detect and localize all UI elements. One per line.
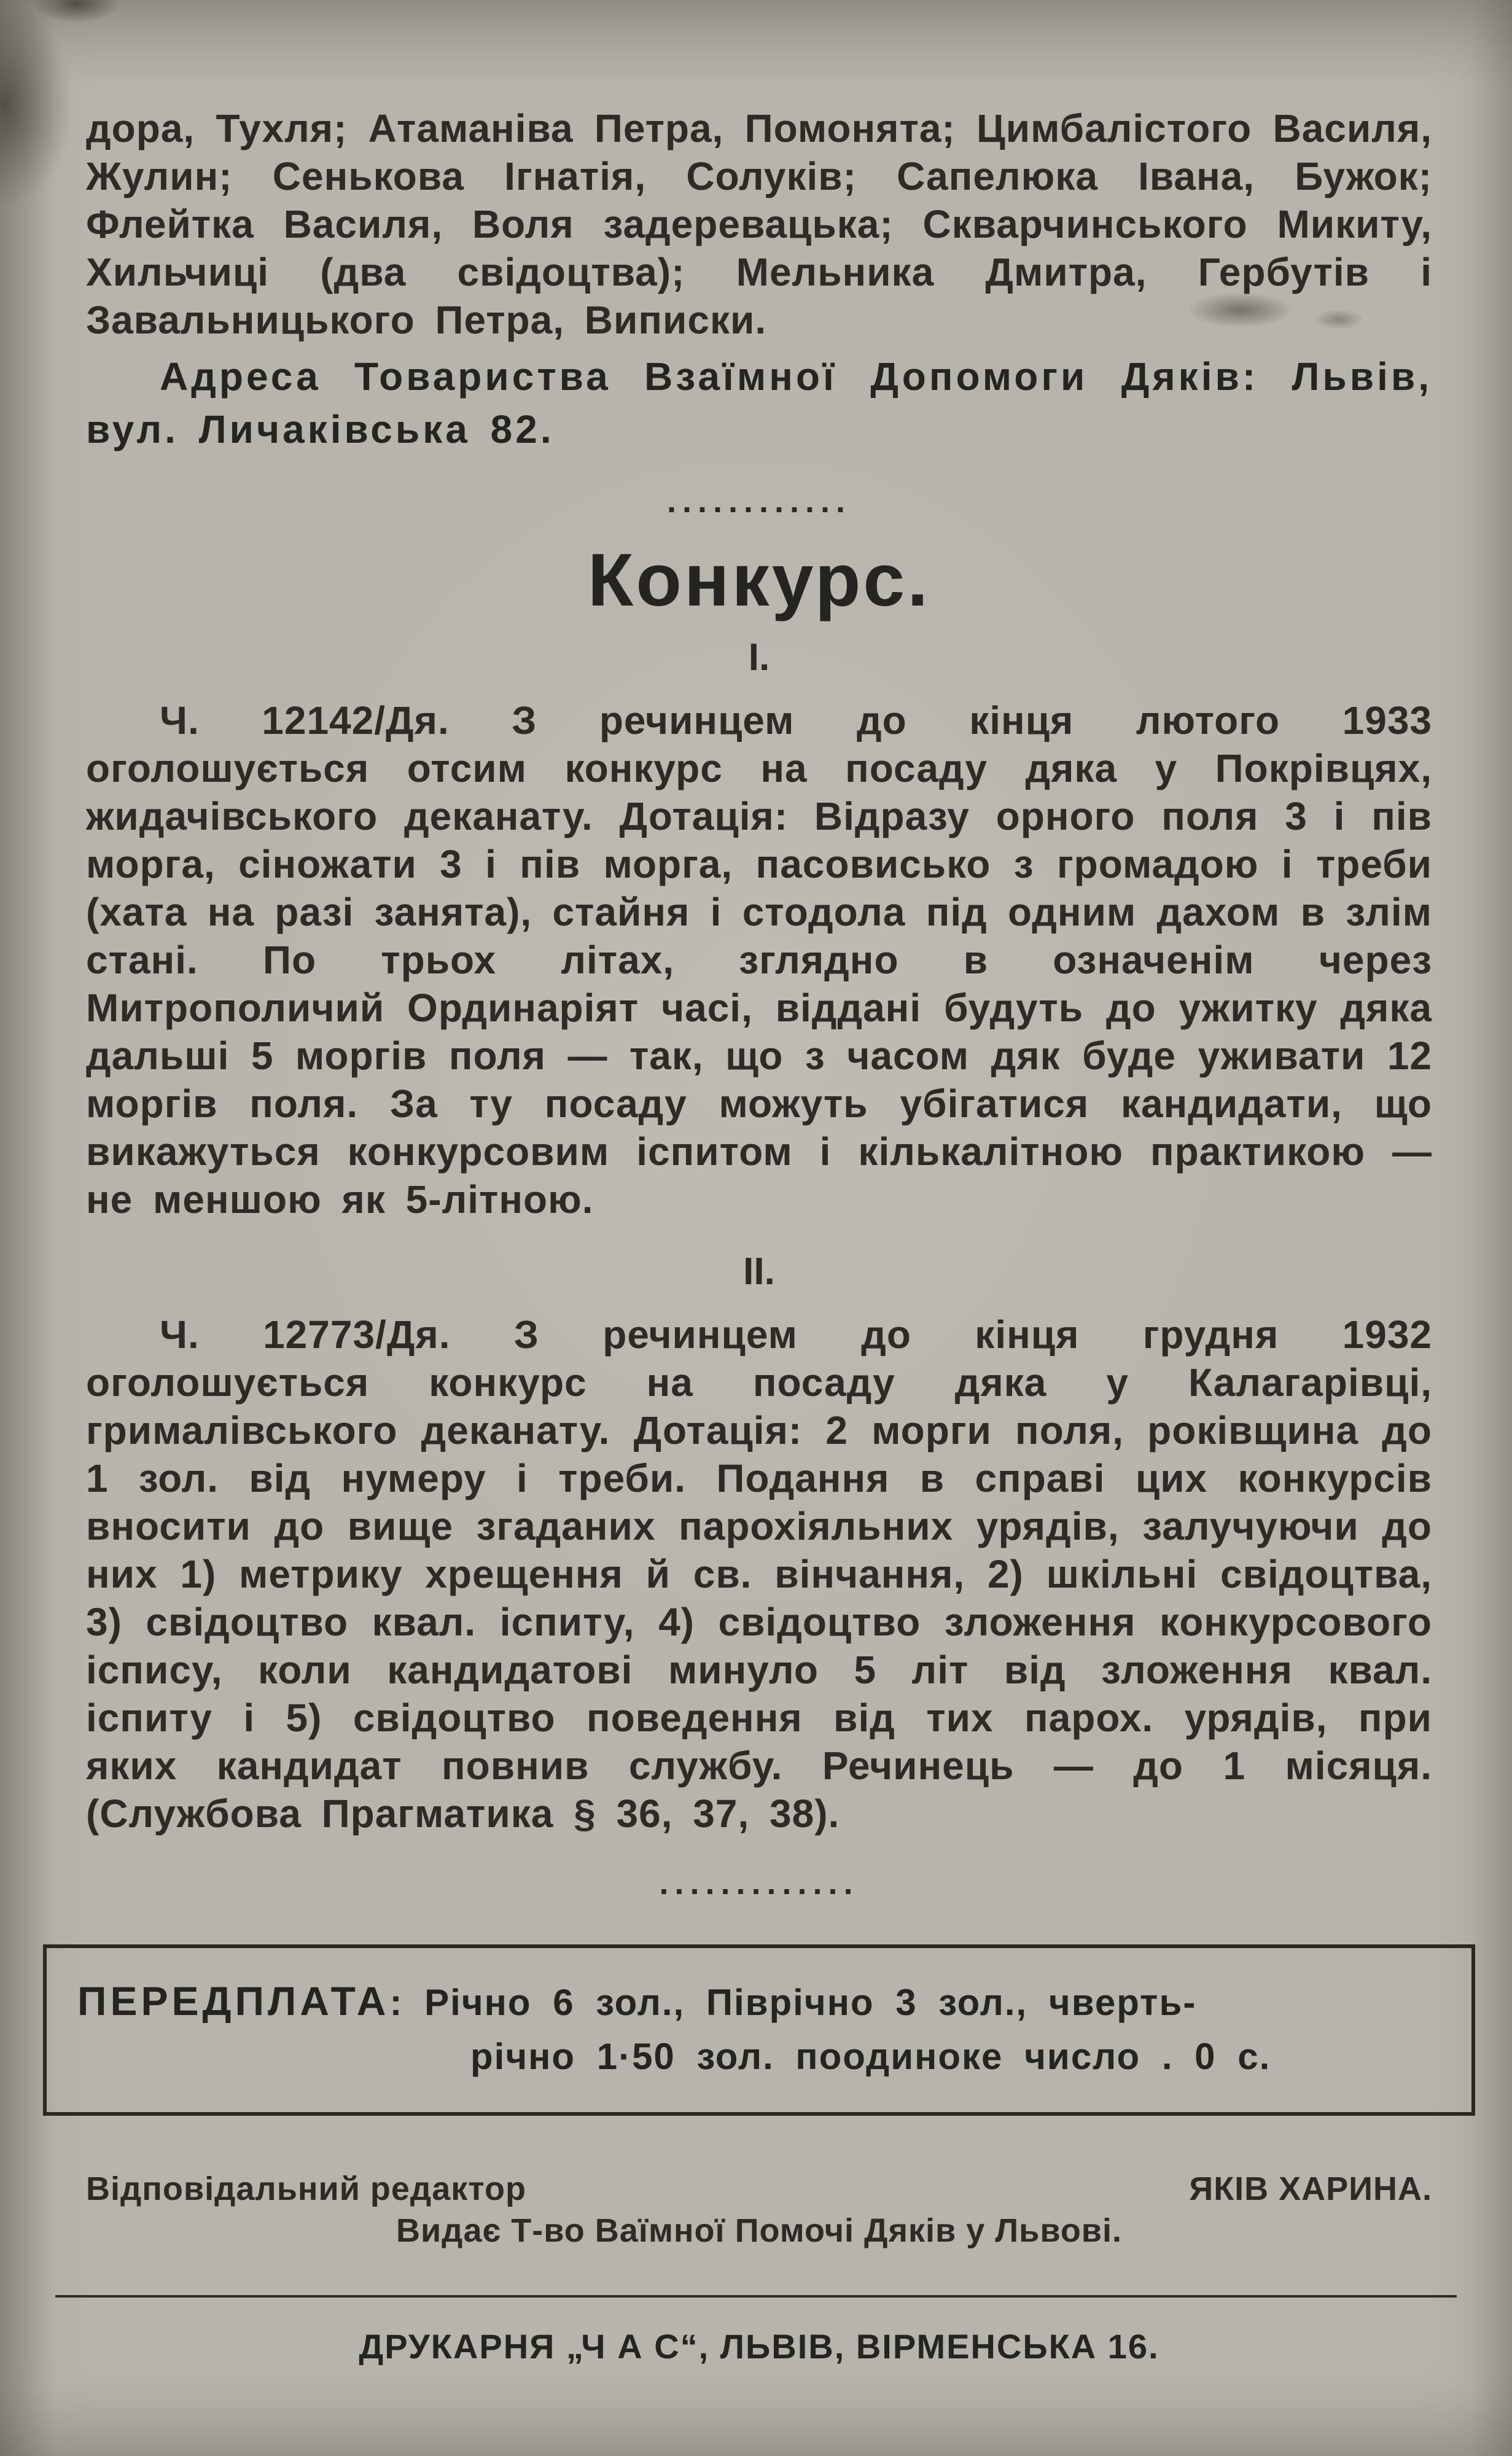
- horizontal-rule: [55, 2295, 1457, 2298]
- editor-label: Відповідальний редактор: [86, 2170, 526, 2207]
- section-2-body: Ч. 12773/Дя. З речинцем до кінця грудня 1932 оголошується конкурс на посаду дяка у Калагарівці, грималівського деканату. Дотація: 2 морги поля, роківщина до 1 зол. від нумеру і треби. Подання в справі цих конкурсів вносити до вище згаданих парохіяльних урядів, залучуючи до них 1) метрику хрещення й св. вінчання, 2) шкільні свідоцтва, 3) свідоцтво квал. іспиту, 4) свідоцтво зложення конкурсового іспису, коли кандидатові минуло 5 літ від зложення квал. іспиту і 5) свідоцтво поведення від тих парох. урядів, при яких кандидат повнив службу. Речинець — до 1 місяця. (Службова Прагматика § 36, 37, 38).: [86, 1312, 1432, 1836]
- subscription-line-1-rest: : Річно 6 зол., Піврічно 3 зол., чверть-: [389, 1982, 1197, 2023]
- section-1-body: Ч. 12142/Дя. З речинцем до кінця лютого 1933 оголошується отсим конкурс на посаду дяка у Покрівцях, жидачівського деканату. Дотація: Відразу орного поля 3 і пів морга, сіножати 3 і пів морга, пасовисько з громадою і треби (хата на разі занята), стайня і стодола під одним дахом в злім стані. По трьох літах, зглядно в означенім через Митрополичий Ординаріят часі, віддані будуть до ужитку дяка дальші 5 моргів поля — так, що з часом дяк буде уживати 12 моргів поля. За ту посаду можуть убігатися кандидати, що викажуться конкурсовим іспитом і кількалітною практикою — не меншою як 5-літною.: [86, 698, 1432, 1222]
- subscription-box: [43, 1944, 1475, 2116]
- society-address: Адреса Товариства Взаїмної Допомоги Дяків: Львів, вул. Личаківська 82.: [86, 354, 1432, 451]
- subscription-line-1: [77, 1974, 1441, 2030]
- subscription-brand: ПЕРЕДПЛАТА: [77, 1978, 390, 2024]
- printer-line: ДРУКАРНЯ „Ч А С“, ЛЬВІВ, ВІРМЕНСЬКА 16.: [359, 2327, 1159, 2366]
- editor-name: ЯКІВ ХАРИНА.: [1189, 2170, 1432, 2207]
- editor-row: [86, 2170, 1432, 2208]
- publisher-line: Видає Т-во Ваїмної Помочі Дяків у Львові.: [396, 2212, 1123, 2249]
- dotted-divider-top: ............: [666, 483, 852, 520]
- section-2-label: II.: [743, 1250, 775, 1293]
- continuation-paragraph: дора, Тухля; Атаманіва Петра, Помонята; Цимбалістого Василя, Жулин; Сенькова Ігнатія, Солуків; Сапелюка Івана, Бужок; Флейтка Василя, Воля задеревацька; Скварчинського Микиту, Хильчиці (два свідоцтва); Мельника Дмитра, Гербутів і Завальницького Петра, Виписки.: [86, 106, 1432, 342]
- subscription-line-2: річно 1·50 зол. поодиноке число . 0 с.: [470, 2036, 1271, 2077]
- section-1-label: I.: [748, 636, 770, 679]
- dotted-divider-bottom: .............: [659, 1865, 859, 1901]
- page-title: Конкурс.: [587, 538, 931, 622]
